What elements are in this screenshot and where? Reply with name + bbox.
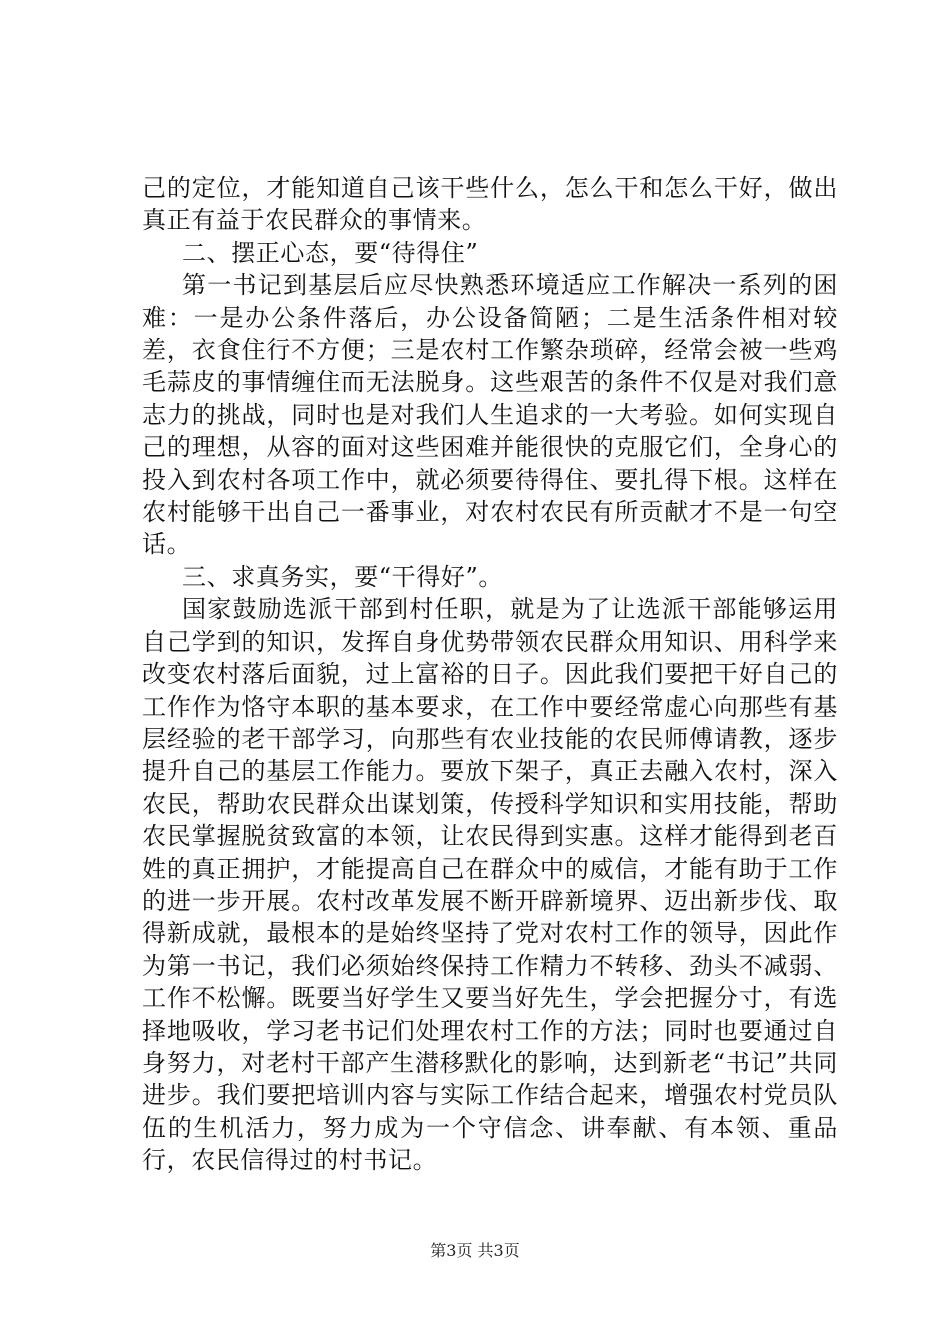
paragraph: 国家鼓励选派干部到村任职，就是为了让选派干部能够运用自己学到的知识，发挥自身优势带领农民群众用知识、用科学来改变农村落后面貌，过上富裕的日子。因此我们要把干好自己的工作作为恪守本职的基本要求，在工作中要经常虚心向那些有基层经验的老干部学习，向那些有农业技能的农民师傅请教，逐步提升自己的基层工作能力。要放下架子，真正去融入农村，深入农民，帮助农民群众出谋划策，传授科学知识和实用技能，帮助农民掌握脱贫致富的本领，让农民得到实惠。这样才能得到老百姓的真正拥护，才能提高自己在群众中的威信，才能有助于工作的进一步开展。农村改革发展不断开辟新境界、迈出新步伐、取得新成就，最根本的是始终坚持了党对农村工作的领导，因此作为第一书记，我们必须始终保持工作精力不转移、劲头不减弱、工作不松懈。既要当好学生又要当好先生，学会把握分寸，有选择地吸收，学习老书记们处理农村工作的方法；同时也要通过自身努力，对老村干部产生潜移默化的影响，达到新老“书记”共同进步。我们要把培训内容与实际工作结合起来，增强农村党员队伍的生机活力，努力成为一个守信念、讲奉献、有本领、重品行，农民信得过的村书记。: [142, 595, 838, 1175]
section-heading-3: 三、求真务实，要“干得好”。: [182, 562, 503, 591]
document-body: [142, 172, 838, 1177]
page-number-footer: 第3页 共3页: [430, 1241, 520, 1260]
paragraph: 第一书记到基层后应尽快熟悉环境适应工作解决一系列的困难：一是办公条件落后，办公设备简陋；二是生活条件相对较差，衣食住行不方便；三是农村工作繁杂琐碎，经常会被一些鸡毛蒜皮的事情缠住而无法脱身。这些艰苦的条件不仅是对我们意志力的挑战，同时也是对我们人生追求的一大考验。如何实现自己的理想，从容的面对这些困难并能很快的克服它们，全身心的投入到农村各项工作中，就必须要待得住、要扎得下根。这样在农村能够干出自己一番事业，对农村农民有所贡献才不是一句空话。: [142, 271, 838, 559]
paragraph-continuation: 己的定位，才能知道自己该干些什么，怎么干和怎么干好，做出真正有益于农民群众的事情来。: [142, 174, 838, 235]
section-heading-2: 二、摆正心态，要“待得住”: [182, 238, 479, 267]
